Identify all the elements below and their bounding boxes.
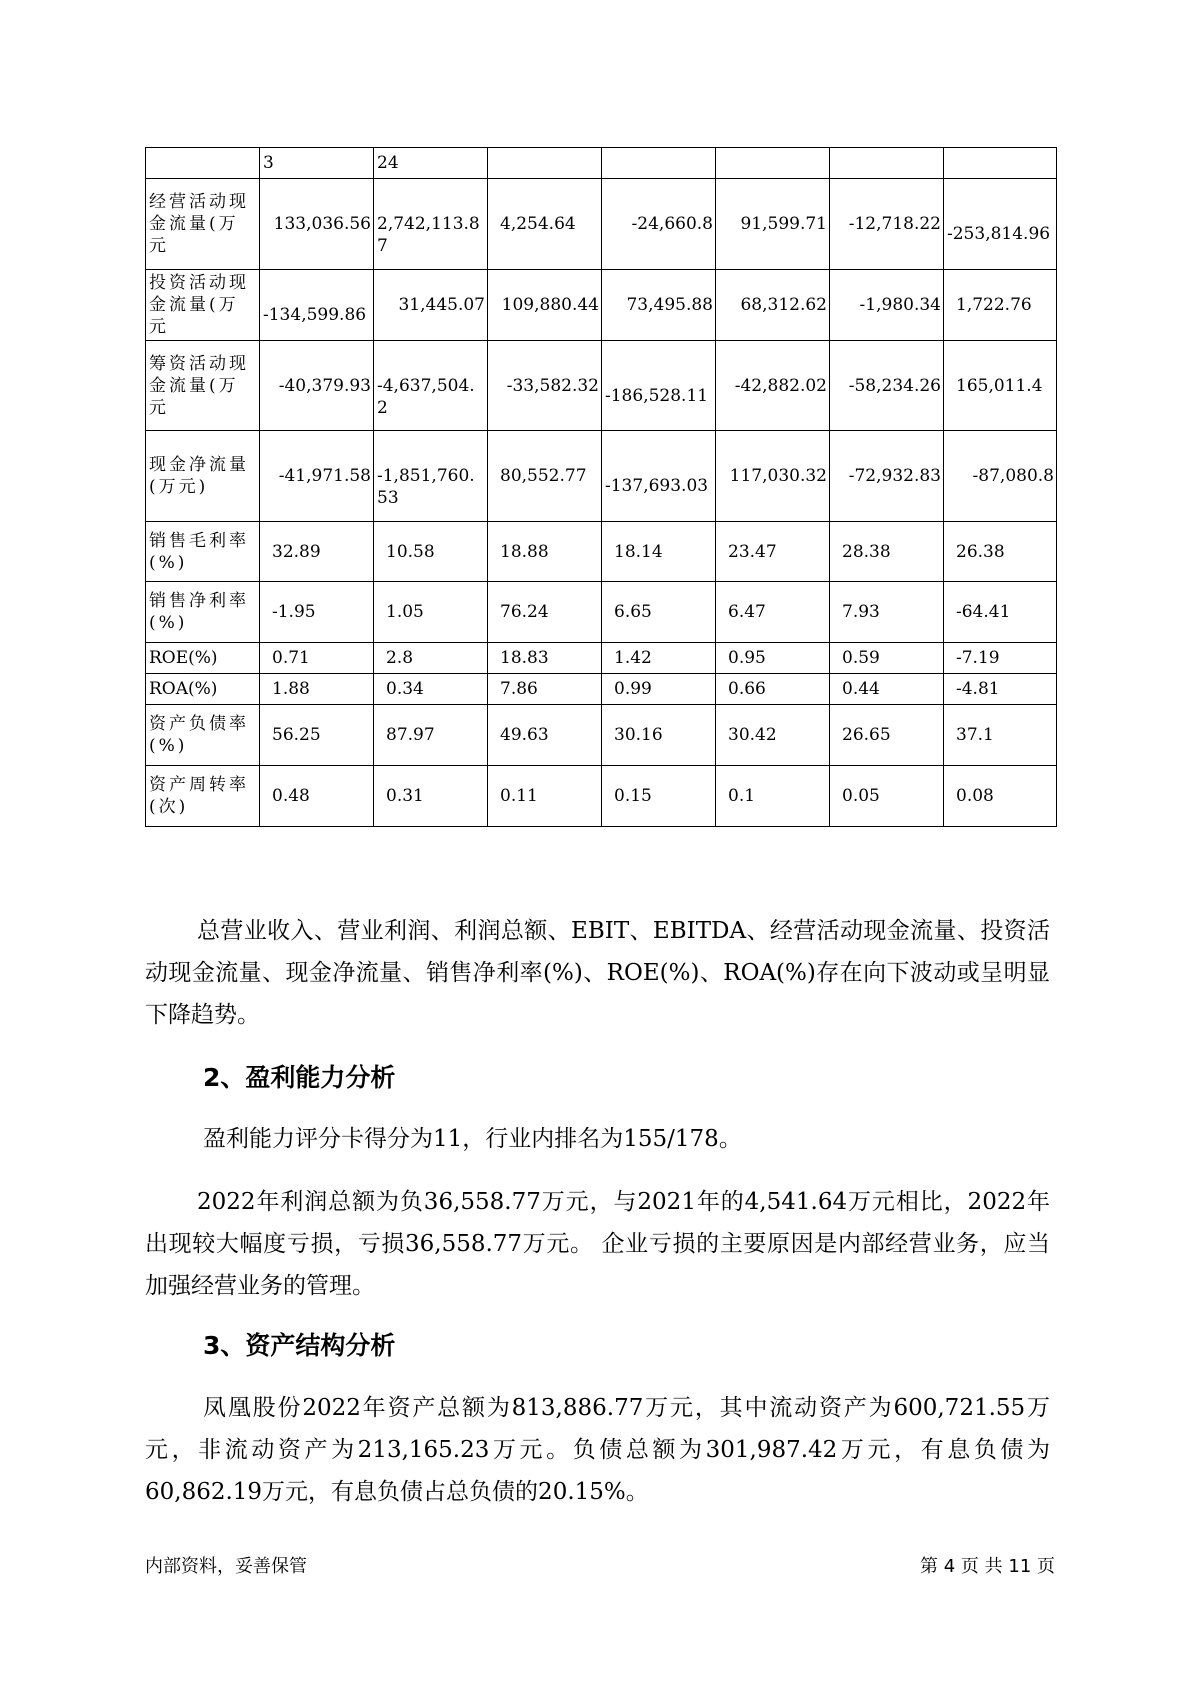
table-cell: 0.11 bbox=[488, 766, 602, 827]
table-row bbox=[146, 582, 1057, 643]
table-cell: -42,882.02 bbox=[716, 341, 830, 431]
table-cell: 0.66 bbox=[716, 674, 830, 705]
table-cell: 0.08 bbox=[944, 766, 1057, 827]
table-cell: -72,932.83 bbox=[830, 431, 944, 522]
table-cell: 0.31 bbox=[374, 766, 488, 827]
table-row-label: 经营活动现金流量(万元 bbox=[146, 179, 260, 270]
table-cell: 87.97 bbox=[374, 705, 488, 766]
table-cell: 3 bbox=[260, 148, 374, 179]
table-cell: -58,234.26 bbox=[830, 341, 944, 431]
table-cell: 0.34 bbox=[374, 674, 488, 705]
table-row-label: ROE(%) bbox=[146, 643, 260, 674]
table-row bbox=[146, 705, 1057, 766]
table-cell: -33,582.32 bbox=[488, 341, 602, 431]
table-row-label: 投资活动现金流量(万元 bbox=[146, 270, 260, 341]
section-2-heading: 2、盈利能力分析 bbox=[203, 1063, 396, 1092]
table-cell: 109,880.44 bbox=[488, 270, 602, 341]
table-cell: -64.41 bbox=[944, 582, 1057, 643]
table-cell: -40,379.93 bbox=[260, 341, 374, 431]
table-cell: 2.8 bbox=[374, 643, 488, 674]
table-cell bbox=[602, 148, 716, 179]
section-3-heading: 3、资产结构分析 bbox=[203, 1331, 396, 1360]
table-row bbox=[146, 522, 1057, 582]
table-cell: 0.59 bbox=[830, 643, 944, 674]
table-cell: 0.44 bbox=[830, 674, 944, 705]
table-cell: 30.42 bbox=[716, 705, 830, 766]
table-cell bbox=[830, 148, 944, 179]
table-row-label: 现金净流量(万元) bbox=[146, 431, 260, 522]
table-cell: 0.99 bbox=[602, 674, 716, 705]
table-cell: 28.38 bbox=[830, 522, 944, 582]
table-cell: 7.93 bbox=[830, 582, 944, 643]
table-cell: 23.47 bbox=[716, 522, 830, 582]
table-cell: 0.71 bbox=[260, 643, 374, 674]
table-cell: 0.15 bbox=[602, 766, 716, 827]
table-cell: 32.89 bbox=[260, 522, 374, 582]
table-cell: 73,495.88 bbox=[602, 270, 716, 341]
table-row bbox=[146, 148, 1057, 179]
table-row bbox=[146, 766, 1057, 827]
table-cell: -137,693.03 bbox=[602, 431, 716, 522]
table-cell: 80,552.77 bbox=[488, 431, 602, 522]
table-cell: -4,637,504.2 bbox=[374, 341, 488, 431]
table-cell: -1,980.34 bbox=[830, 270, 944, 341]
table-cell: -134,599.86 bbox=[260, 270, 374, 341]
footer-confidential-note: 内部资料，妥善保管 bbox=[145, 1556, 307, 1577]
table-cell: 18.88 bbox=[488, 522, 602, 582]
table-cell: 26.65 bbox=[830, 705, 944, 766]
table-cell: 18.14 bbox=[602, 522, 716, 582]
table-cell: 37.1 bbox=[944, 705, 1057, 766]
table-row bbox=[146, 341, 1057, 431]
table-cell: 18.83 bbox=[488, 643, 602, 674]
table-cell: -1,851,760.53 bbox=[374, 431, 488, 522]
table-cell: -4.81 bbox=[944, 674, 1057, 705]
table-cell: 24 bbox=[374, 148, 488, 179]
table-cell: 10.58 bbox=[374, 522, 488, 582]
table-cell: 1.88 bbox=[260, 674, 374, 705]
table-cell: -87,080.8 bbox=[944, 431, 1057, 522]
table-cell: 30.16 bbox=[602, 705, 716, 766]
table-cell: 31,445.07 bbox=[374, 270, 488, 341]
table-row bbox=[146, 643, 1057, 674]
table-cell: 56.25 bbox=[260, 705, 374, 766]
table-cell: -253,814.96 bbox=[944, 179, 1057, 270]
table-row bbox=[146, 179, 1057, 270]
footer-page-number: 第 4 页 共 11 页 bbox=[920, 1556, 1055, 1577]
table-cell bbox=[944, 148, 1057, 179]
table-cell: 6.65 bbox=[602, 582, 716, 643]
table-cell bbox=[488, 148, 602, 179]
table-cell: 7.86 bbox=[488, 674, 602, 705]
table-cell: 0.1 bbox=[716, 766, 830, 827]
asset-structure-paragraph: 凤凰股份2022年资产总额为813,886.77万元，其中流动资产为600,721.55万元，非流动资产为213,165.23万元。负债总额为301,987.42万元，有息负债为60,862.19万元，有息负债占总负债的20.15%。 bbox=[145, 1395, 1050, 1505]
table-cell: 0.05 bbox=[830, 766, 944, 827]
table-cell: 91,599.71 bbox=[716, 179, 830, 270]
table-cell: 1.42 bbox=[602, 643, 716, 674]
financial-indicators-table bbox=[145, 147, 1057, 827]
table-cell: 4,254.64 bbox=[488, 179, 602, 270]
table-cell: 2,742,113.87 bbox=[374, 179, 488, 270]
table-cell: 133,036.56 bbox=[260, 179, 374, 270]
table-cell: -24,660.8 bbox=[602, 179, 716, 270]
table-cell: 0.48 bbox=[260, 766, 374, 827]
table-cell: -186,528.11 bbox=[602, 341, 716, 431]
table-cell: 76.24 bbox=[488, 582, 602, 643]
table-cell: 117,030.32 bbox=[716, 431, 830, 522]
table-row-label: 筹资活动现金流量(万元 bbox=[146, 341, 260, 431]
summary-paragraph: 总营业收入、营业利润、利润总额、EBIT、EBITDA、经营活动现金流量、投资活动现金流量、现金净流量、销售净利率(%)、ROE(%)、ROA(%)存在向下波动或呈明显下降趋势。 bbox=[145, 918, 1050, 1028]
table-cell: 1.05 bbox=[374, 582, 488, 643]
table-cell: -1.95 bbox=[260, 582, 374, 643]
table-row-label: 资产负债率(%) bbox=[146, 705, 260, 766]
table-cell bbox=[146, 148, 260, 179]
profit-analysis-paragraph: 2022年利润总额为负36,558.77万元，与2021年的4,541.64万元相比，2022年出现较大幅度亏损，亏损36,558.77万元。 企业亏损的主要原因是内部经营业务，应当加强经营业务的管理。 bbox=[145, 1189, 1050, 1299]
table-row-label: 销售净利率(%) bbox=[146, 582, 260, 643]
table-cell: 26.38 bbox=[944, 522, 1057, 582]
table-cell: 49.63 bbox=[488, 705, 602, 766]
table-cell bbox=[716, 148, 830, 179]
table-cell: 1,722.76 bbox=[944, 270, 1057, 341]
table-row-label: 销售毛利率(%) bbox=[146, 522, 260, 582]
table-cell: 6.47 bbox=[716, 582, 830, 643]
table-row bbox=[146, 270, 1057, 341]
table-cell: 0.95 bbox=[716, 643, 830, 674]
profitability-score-text: 盈利能力评分卡得分为11，行业内排名为155/178。 bbox=[203, 1126, 742, 1152]
table-row-label: ROA(%) bbox=[146, 674, 260, 705]
table-row-label: 资产周转率(次) bbox=[146, 766, 260, 827]
table-row bbox=[146, 431, 1057, 522]
table-cell: -12,718.22 bbox=[830, 179, 944, 270]
table-cell: -41,971.58 bbox=[260, 431, 374, 522]
table-row bbox=[146, 674, 1057, 705]
table-cell: 165,011.4 bbox=[944, 341, 1057, 431]
table-cell: -7.19 bbox=[944, 643, 1057, 674]
table-cell: 68,312.62 bbox=[716, 270, 830, 341]
